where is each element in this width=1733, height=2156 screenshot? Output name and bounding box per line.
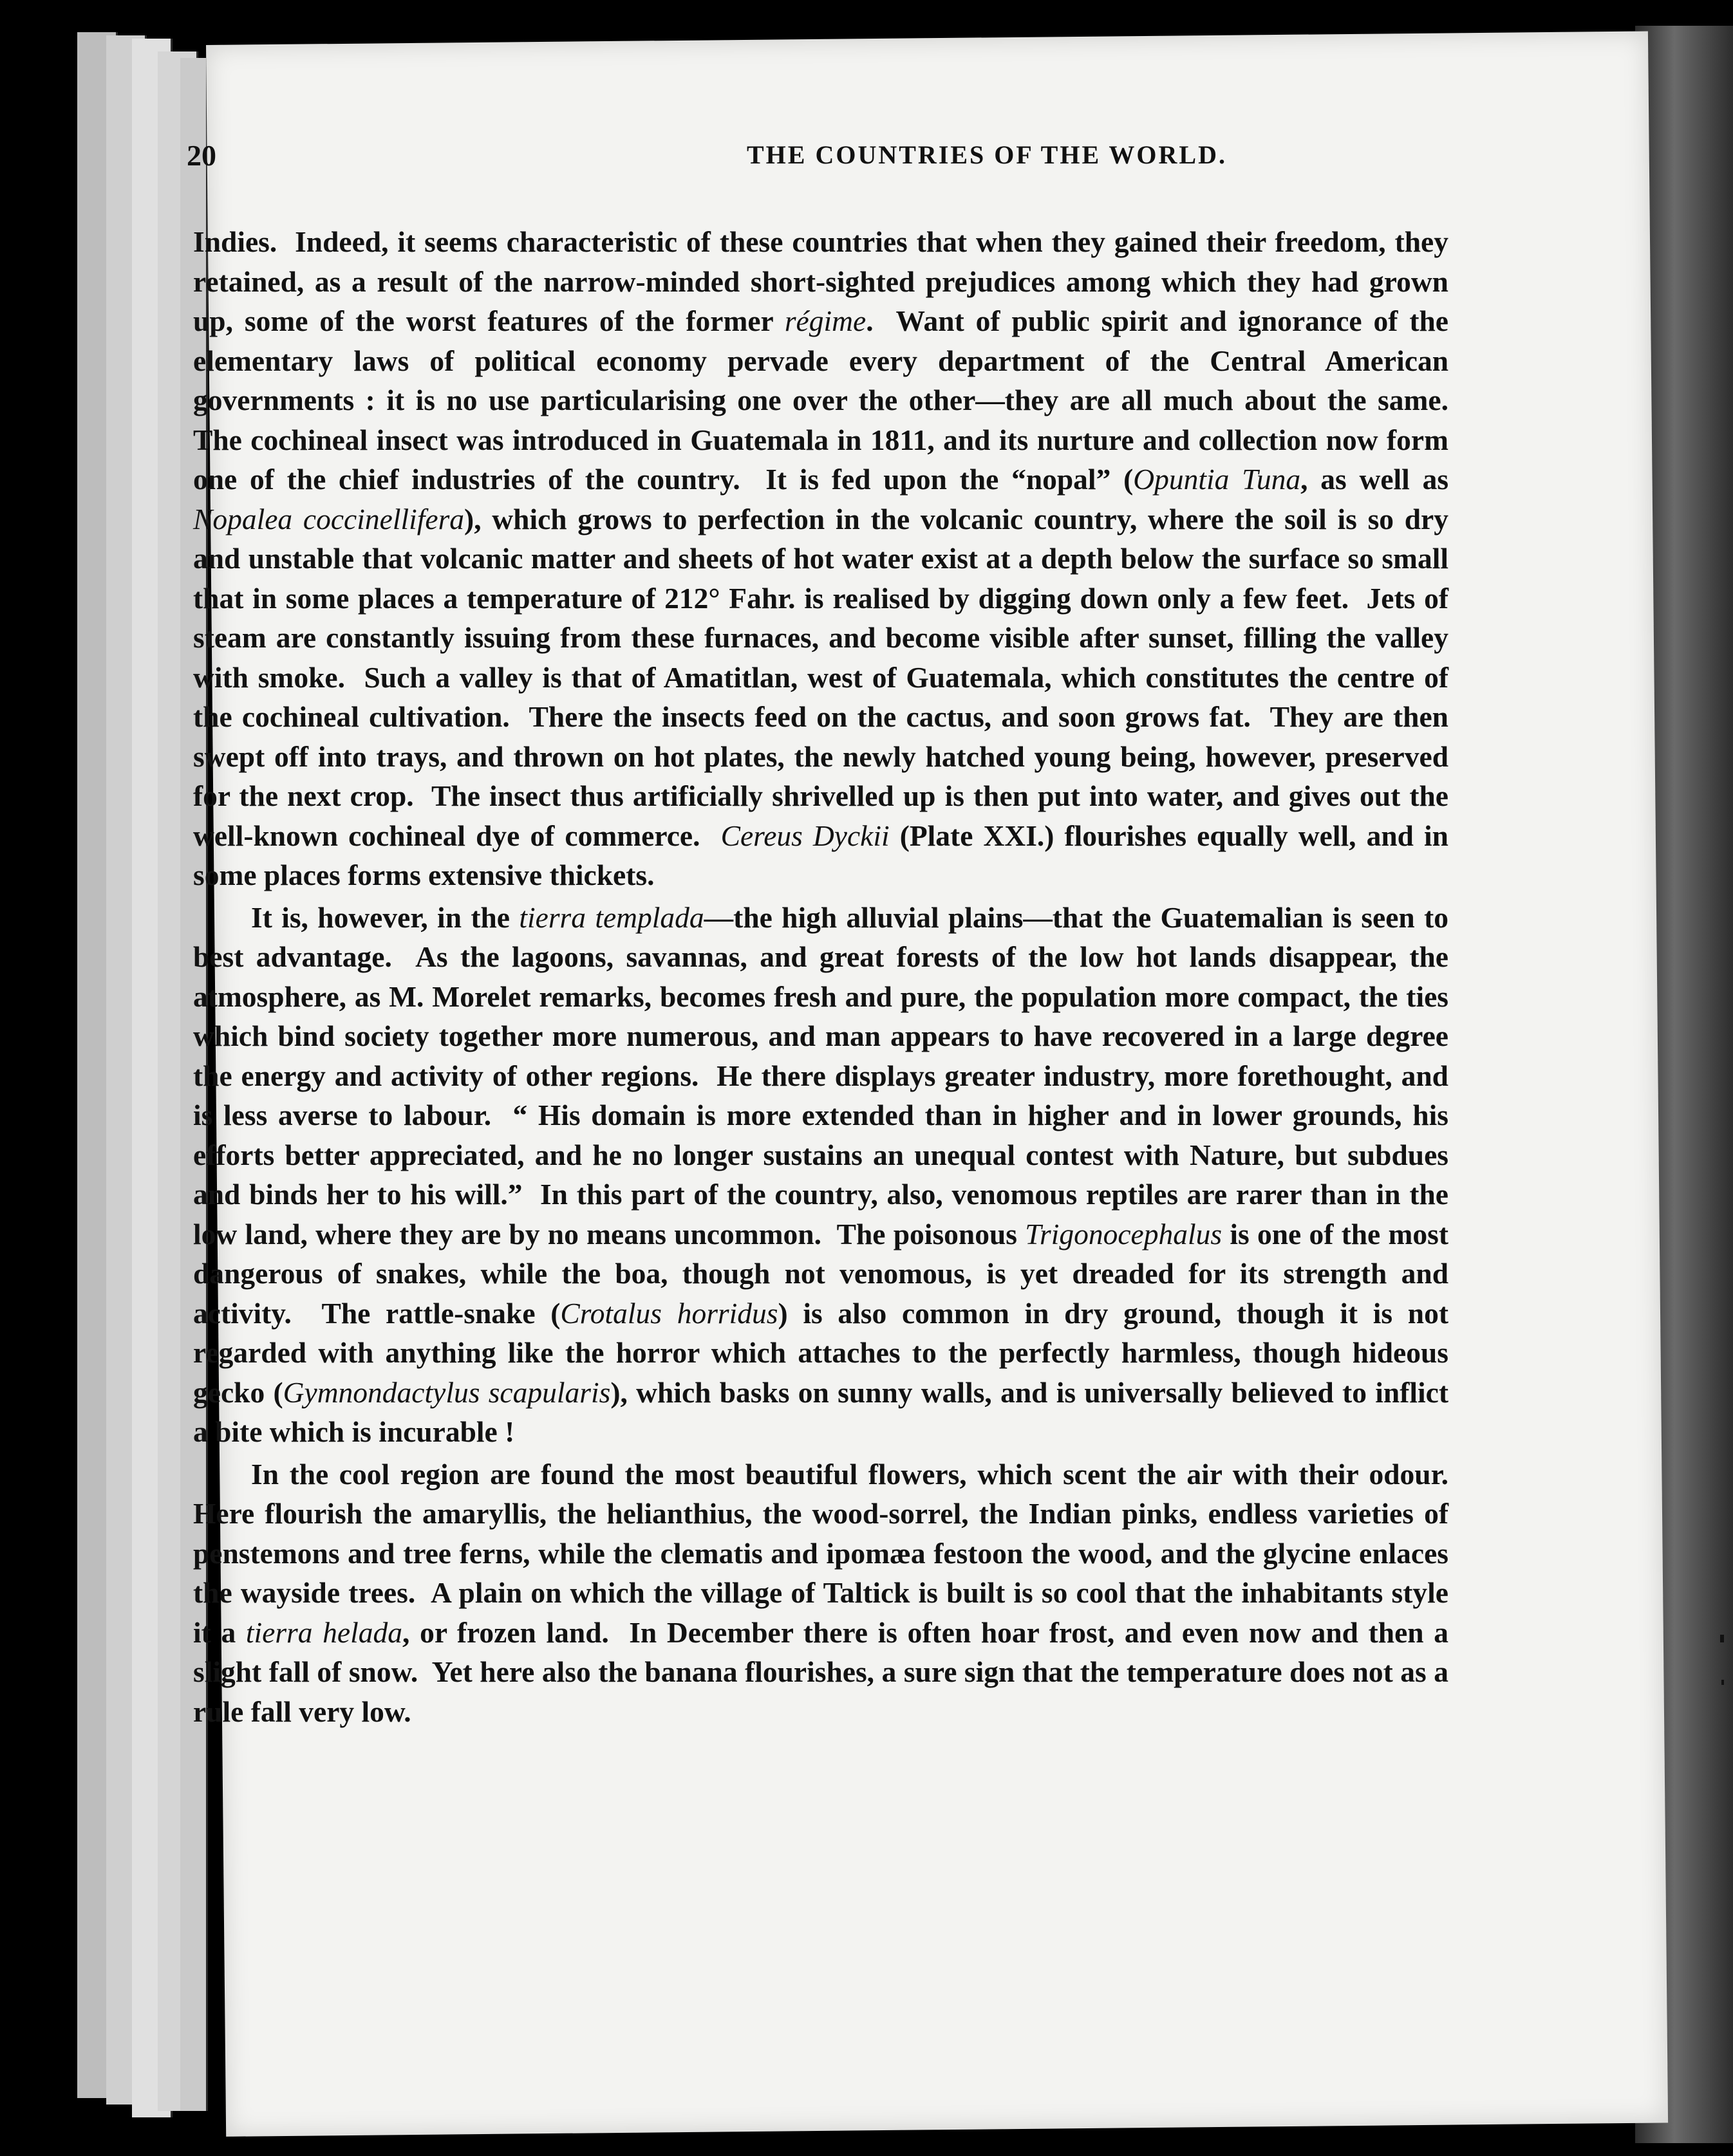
italic-text-run: Trigonocephalus	[1025, 1217, 1222, 1250]
page-number: 20	[187, 139, 216, 172]
text-run: ) is also common in dry ground, though it is not regarded with anything like the horror which attaches to the perfectly harmless, though hideous gecko (	[193, 1296, 1456, 1409]
text-run: , or frozen land. In December there is often hoar frost, and even now and then a slight fall of snow. Yet here also the banana flourishes, a sure sign that the temperature does not as a rule fall very low.	[193, 1615, 1456, 1728]
body-paragraph	[193, 898, 1456, 1452]
text-run: ), which grows to perfection in the volcanic country, where the soil is so dry and unstable that volcanic matter and sheets of hot water exist at a depth below the surface so small that in some places a temperature of 212° Fahr. is realised by digging down only a few feet. Jets of steam are constantly issuing from these furnaces, and become visible after sunset, filling the valley with smoke. Such a valley is that of Amatitlan, west of Guatemala, which constitutes the centre of the cochineal cultivation. There the insects feed on the cactus, and soon grows fat. They are then swept off into trays, and thrown on hot plates, the newly hatched young being, however, preserved for the next crop. The insect thus artificially shrivelled up is then put into water, and gives out the well-known cochineal dye of commerce.	[193, 502, 1456, 852]
page-header	[187, 138, 1461, 196]
italic-text-run: Opuntia Tuna	[1133, 463, 1301, 496]
body-text	[193, 222, 1463, 1731]
running-title: THE COUNTRIES OF THE WORLD.	[747, 140, 1227, 169]
text-run: —the high alluvial plains—that the Guatemalian is seen to best advantage. As the lagoons, savannas, and great forests of the low hot lands disappear, the atmosphere, as M. Morelet remarks, becomes fresh and pure, the population more compact, the ties which bind society together more numerous, and man appears to have recovered in a large degree the energy and activity of other regions. He there displays greater industry, more forethought, and is less averse to labour. “ His domain is more extended than in higher and in lower grounds, his efforts better appreciated, and he no longer sustains an unequal contest with Nature, but subdues and binds her to his will.” In this part of the country, also, venomous reptiles are rarer than in the low land, where they are by no means uncommon. The poisonous	[193, 900, 1456, 1250]
italic-text-run: Cereus Dyckii	[720, 819, 890, 852]
italic-text-run: Nopalea coccinellifera	[193, 502, 465, 535]
scan-artifact	[1720, 1635, 1724, 1642]
text-run: In the cool region are found the most beautiful flowers, which scent the air with their odour. Here flourish the amaryllis, the helianthius, the wood-sorrel, the Indian pinks, endless varieties of penstemons and tree ferns, while the clematis and ipomæa festoon the wood, and the glycine enlaces the wayside trees. A plain on which the village of Taltick is built is so cool that the inhabitants style it a	[193, 1457, 1463, 1649]
italic-text-run: tierra helada	[245, 1615, 403, 1649]
scan-artifact	[1721, 1680, 1724, 1685]
italic-text-run: tierra templada	[519, 900, 704, 934]
body-paragraph	[193, 1454, 1463, 1732]
italic-text-run: régime	[784, 304, 867, 337]
text-run: . Want of public spirit and ignorance of the elementary laws of political economy pervade every department of the Central American governments : it is no use particularising one over the other—they are all much about the same. The cochineal insect was introduced in Guatemala in 1811, and its nurture and collection now form one of the chief industries of the country. It is fed upon the “nopal” (	[193, 304, 1463, 496]
text-run: Indies. Indeed, it seems characteristic of these countries that when they gained their freedom, they retained, as a result of the narrow-minded short-sighted prejudices among which they had grown up, some of the worst features of the former	[193, 225, 1456, 337]
text-run: It is, however, in the	[251, 900, 520, 934]
text-run: , as well as	[1300, 463, 1456, 496]
italic-text-run: Crotalus horridus	[560, 1296, 778, 1330]
italic-text-run: Gymnondactylus scapularis	[283, 1375, 611, 1409]
text-run: is one of the most dangerous of snakes, while the boa, though not venomous, is yet dreaded for its strength and activity. The rattle-snake (	[193, 1217, 1456, 1330]
text-run: ), which basks on sunny walls, and is universally believed to inflict a bite which is incurable !	[193, 1375, 1456, 1448]
text-run: (Plate XXI.) flourishes equally well, and in some places forms extensive thickets.	[193, 819, 1456, 891]
body-paragraph	[193, 222, 1463, 895]
